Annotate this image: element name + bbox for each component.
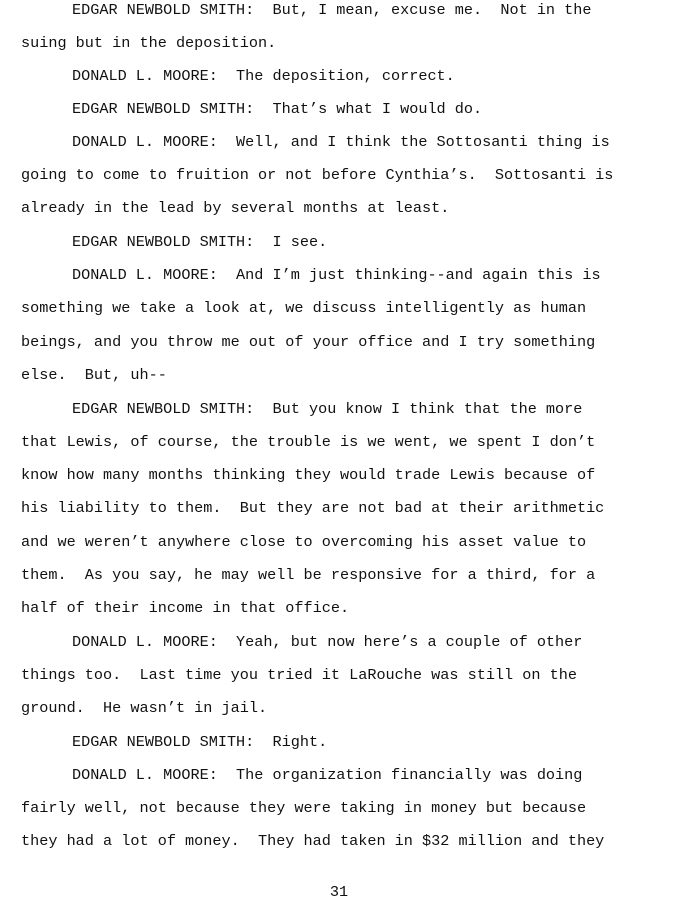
transcript-line: they had a lot of money. They had taken in $32 million and they <box>21 832 605 850</box>
transcript-line: that Lewis, of course, the trouble is we went, we spent I don’t <box>21 433 596 451</box>
transcript-line: EDGAR NEWBOLD SMITH: That’s what I would do. <box>72 100 483 118</box>
transcript-line: already in the lead by several months at least. <box>21 199 450 217</box>
transcript-line: half of their income in that office. <box>21 599 350 617</box>
transcript-line: DONALD L. MOORE: Yeah, but now here’s a couple of other <box>72 633 583 651</box>
transcript-line: DONALD L. MOORE: The deposition, correct. <box>72 67 455 85</box>
transcript-line: EDGAR NEWBOLD SMITH: But you know I think that the more <box>72 400 583 418</box>
transcript-line: things too. Last time you tried it LaRouche was still on the <box>21 666 577 684</box>
transcript-line: something we take a look at, we discuss intelligently as human <box>21 299 587 317</box>
transcript-line: and we weren’t anywhere close to overcoming his asset value to <box>21 533 587 551</box>
transcript-line: EDGAR NEWBOLD SMITH: But, I mean, excuse me. Not in the <box>72 1 592 19</box>
transcript-line: EDGAR NEWBOLD SMITH: I see. <box>72 233 328 251</box>
transcript-line: them. As you say, he may well be responsive for a third, for a <box>21 566 596 584</box>
page-number: 31 <box>329 883 349 901</box>
transcript-line: his liability to them. But they are not bad at their arithmetic <box>21 499 605 517</box>
transcript-line: fairly well, not because they were taking in money but because <box>21 799 587 817</box>
transcript-line: EDGAR NEWBOLD SMITH: Right. <box>72 733 328 751</box>
transcript-line: DONALD L. MOORE: And I’m just thinking--and again this is <box>72 266 601 284</box>
transcript-line: DONALD L. MOORE: The organization financially was doing <box>72 766 583 784</box>
transcript-line: DONALD L. MOORE: Well, and I think the Sottosanti thing is <box>72 133 610 151</box>
transcript-line: beings, and you throw me out of your office and I try something <box>21 333 596 351</box>
transcript-line: going to come to fruition or not before Cynthia’s. Sottosanti is <box>21 166 614 184</box>
transcript-line: know how many months thinking they would trade Lewis because of <box>21 466 596 484</box>
transcript-line: else. But, uh-- <box>21 366 167 384</box>
transcript-line: ground. He wasn’t in jail. <box>21 699 268 717</box>
transcript-line: suing but in the deposition. <box>21 34 277 52</box>
